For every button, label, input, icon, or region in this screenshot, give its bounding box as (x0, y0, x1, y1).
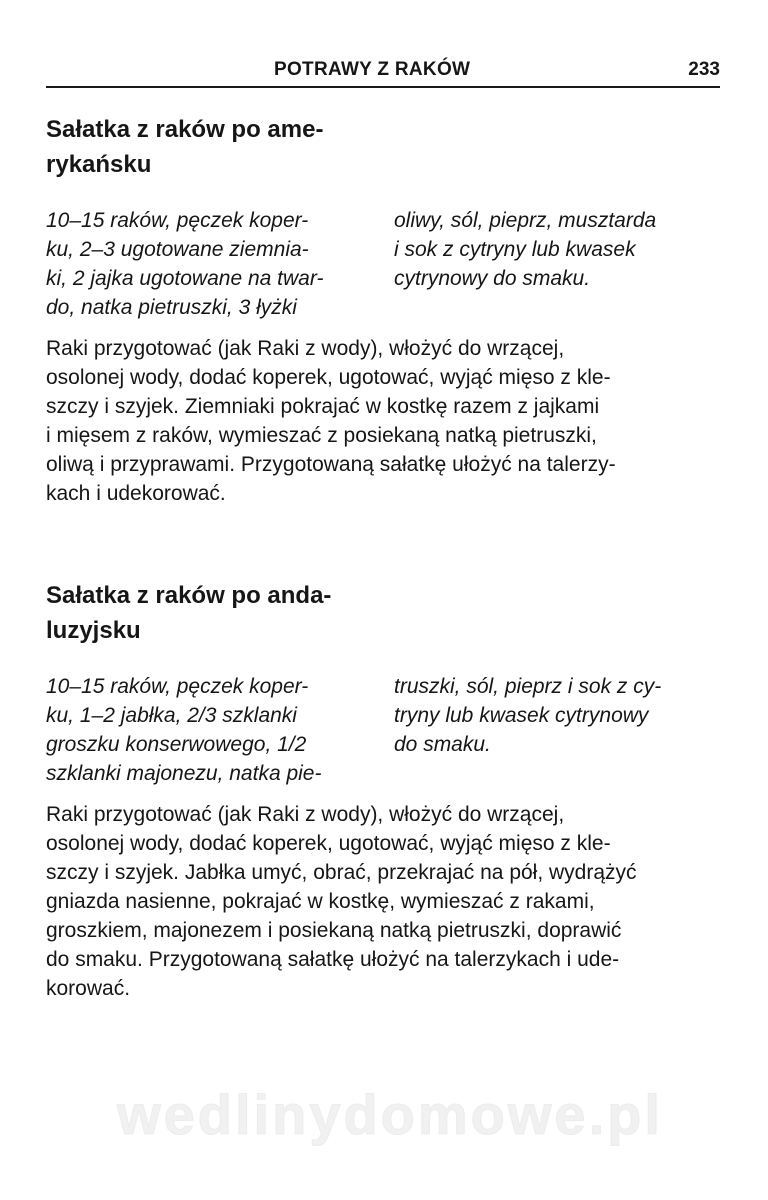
ingredients-line: cytrynowy do smaku. (394, 267, 591, 290)
recipe-title-line: Sałatka z raków po anda- (46, 582, 332, 609)
ingredients-line: groszku konserwowego, 1/2 (46, 733, 307, 756)
method-line: i mięsem z raków, wymieszać z posiekaną natką pietruszki, (46, 424, 597, 447)
recipe-american-crayfish-salad (46, 112, 720, 508)
page-number: 233 (688, 59, 720, 80)
header-rule (46, 86, 720, 88)
running-header (46, 57, 720, 87)
method-line: osolonej wody, dodać koperek, ugotować, wyjąć mięso z kle- (46, 366, 611, 389)
method-line: osolonej wody, dodać koperek, ugotować, wyjąć mięso z kle- (46, 832, 611, 855)
recipe-andalusian-crayfish-salad (46, 578, 720, 1003)
ingredients-line: oliwy, sól, pieprz, musztarda (394, 209, 657, 232)
chapter-title: POTRAWY Z RAKÓW (274, 59, 471, 80)
method-line: szczy i szyjek. Ziemniaki pokrajać w kostkę razem z jajkami (46, 395, 600, 418)
recipe-title-line: luzyjsku (46, 617, 141, 644)
recipe-title (46, 112, 406, 182)
method-line: Raki przygotować (jak Raki z wody), włożyć do wrzącej, (46, 803, 565, 826)
ingredients-block (46, 672, 720, 800)
recipe-title-line: Sałatka z raków po ame- (46, 116, 324, 143)
method-line: Raki przygotować (jak Raki z wody), włożyć do wrzącej, (46, 337, 565, 360)
ingredients-line: szklanki majonezu, natka pie- (46, 762, 322, 785)
recipe-title (46, 578, 406, 648)
method-line: szczy i szyjek. Jabłka umyć, obrać, przekrajać na pół, wydrążyć (46, 861, 637, 884)
ingredients-line: tryny lub kwasek cytrynowy (394, 704, 649, 727)
ingredients-block (46, 206, 720, 334)
ingredients-line: do, natka pietruszki, 3 łyżki (46, 296, 297, 319)
method-line: korować. (46, 977, 131, 1000)
ingredients-line: ki, 2 jajka ugotowane na twar- (46, 267, 324, 290)
ingredients-line: ku, 2–3 ugotowane ziemnia- (46, 238, 309, 261)
watermark: wedlinydomowe.pl (117, 1083, 663, 1146)
ingredients-line: 10–15 raków, pęczek koper- (46, 209, 309, 232)
recipe-title-line: rykańsku (46, 151, 152, 178)
ingredients-line: ku, 1–2 jabłka, 2/3 szklanki (46, 704, 297, 727)
ingredients-line: i sok z cytryny lub kwasek (394, 238, 636, 261)
ingredients-line: truszki, sól, pieprz i sok z cy- (394, 675, 662, 698)
preparation-method (46, 800, 720, 1003)
method-line: groszkiem, majonezem i posiekaną natką pietruszki, doprawić (46, 919, 622, 942)
ingredients-left-column (46, 206, 376, 322)
ingredients-right-column (394, 672, 720, 759)
method-line: do smaku. Przygotowaną sałatkę ułożyć na talerzykach i ude- (46, 948, 620, 971)
preparation-method (46, 334, 720, 508)
ingredients-right-column (394, 206, 720, 293)
ingredients-line: do smaku. (394, 733, 491, 756)
method-line: gniazda nasienne, pokrajać w kostkę, wymieszać z rakami, (46, 890, 595, 913)
ingredients-left-column (46, 672, 376, 788)
ingredients-line: 10–15 raków, pęczek koper- (46, 675, 309, 698)
method-line: kach i udekorować. (46, 482, 226, 505)
method-line: oliwą i przyprawami. Przygotowaną sałatkę ułożyć na talerzy- (46, 453, 616, 476)
